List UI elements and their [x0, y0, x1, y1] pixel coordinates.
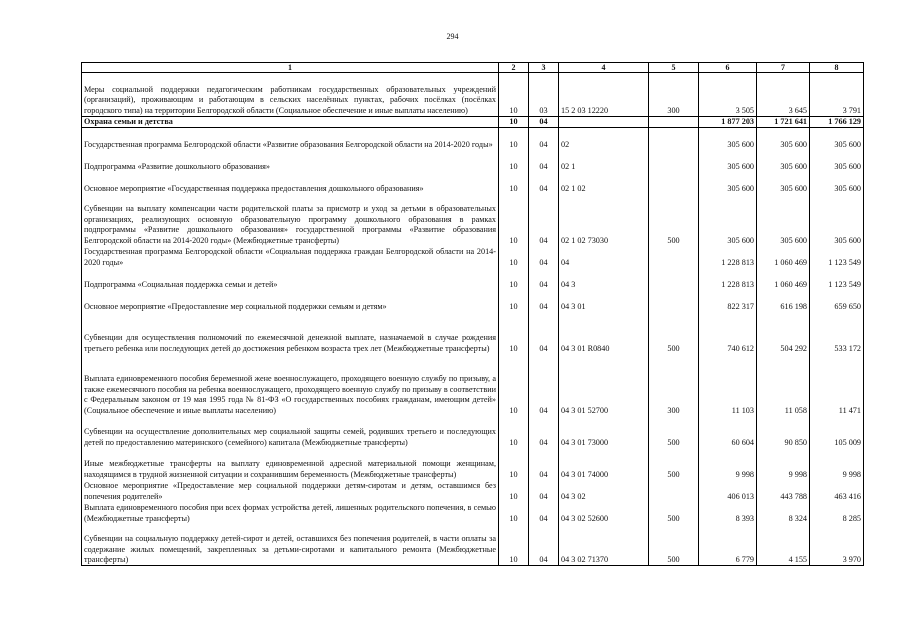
row-name: Государственная программа Белгородской области «Развитие образования Белгородской области на 2014-2020 годы» — [82, 128, 499, 150]
row-amount-2018: 9 998 — [699, 448, 757, 480]
row-target-article: 02 1 02 73030 — [559, 194, 649, 246]
row-amount-2018: 740 612 — [699, 312, 757, 354]
row-amount-2020: 305 600 — [810, 172, 864, 194]
table-body — [82, 73, 864, 566]
row-section: 10 — [499, 502, 529, 524]
row-amount-2018: 822 317 — [699, 290, 757, 312]
row-target-article: 15 2 03 12220 — [559, 73, 649, 117]
row-expense-type — [649, 172, 699, 194]
row-expense-type: 500 — [649, 312, 699, 354]
row-target-article: 04 — [559, 246, 649, 268]
table-row — [82, 312, 864, 354]
budget-table — [81, 62, 864, 566]
row-name: Охрана семьи и детства — [82, 117, 499, 128]
table-row — [82, 524, 864, 566]
row-subsection: 04 — [529, 448, 559, 480]
row-target-article: 04 3 01 — [559, 290, 649, 312]
row-amount-2019: 9 998 — [757, 448, 810, 480]
row-name: Иные межбюджетные трансферты на выплату единовременной адресной материальной помощи женщинам, находящимся в трудной жизненной ситуации и сохранившим беременность (Межбюджетные трансферты) — [82, 448, 499, 480]
page-number: 294 — [446, 32, 459, 41]
row-target-article: 04 3 02 — [559, 480, 649, 502]
row-amount-2019: 11 058 — [757, 354, 810, 416]
row-expense-type — [649, 268, 699, 290]
table-row — [82, 448, 864, 480]
row-target-article: 04 3 01 74000 — [559, 448, 649, 480]
row-section: 10 — [499, 312, 529, 354]
row-expense-type — [649, 150, 699, 172]
row-amount-2020: 659 650 — [810, 290, 864, 312]
row-amount-2018: 60 604 — [699, 416, 757, 448]
row-expense-type — [649, 128, 699, 150]
row-amount-2019: 305 600 — [757, 128, 810, 150]
row-amount-2019: 305 600 — [757, 172, 810, 194]
table-header-row — [82, 63, 864, 73]
row-section: 10 — [499, 73, 529, 117]
row-name: Основное мероприятие «Государственная поддержка предоставления дошкольного образования» — [82, 172, 499, 194]
row-section: 10 — [499, 480, 529, 502]
row-expense-type — [649, 117, 699, 128]
row-amount-2018: 6 779 — [699, 524, 757, 566]
row-section: 10 — [499, 117, 529, 128]
row-amount-2018: 305 600 — [699, 150, 757, 172]
row-amount-2018: 305 600 — [699, 128, 757, 150]
row-expense-type: 300 — [649, 73, 699, 117]
row-expense-type: 500 — [649, 416, 699, 448]
row-subsection: 04 — [529, 480, 559, 502]
row-expense-type: 500 — [649, 524, 699, 566]
row-amount-2019: 1 721 641 — [757, 117, 810, 128]
row-section: 10 — [499, 172, 529, 194]
row-amount-2019: 1 060 469 — [757, 246, 810, 268]
header-col-3: 3 — [529, 63, 559, 73]
row-amount-2018: 1 228 813 — [699, 268, 757, 290]
row-amount-2020: 1 123 549 — [810, 268, 864, 290]
row-amount-2020: 8 285 — [810, 502, 864, 524]
row-amount-2018: 8 393 — [699, 502, 757, 524]
row-target-article: 04 3 02 52600 — [559, 502, 649, 524]
row-subsection: 04 — [529, 502, 559, 524]
row-section: 10 — [499, 354, 529, 416]
row-name: Подпрограмма «Развитие дошкольного образования» — [82, 150, 499, 172]
row-target-article — [559, 117, 649, 128]
row-target-article: 04 3 01 73000 — [559, 416, 649, 448]
row-name: Выплата единовременного пособия беременной жене военнослужащего, проходящего военную службу по призыву, а также ежемесячного пособия на ребенка военнослужащего, проходящего военную службу по призыву в соответствии с Федеральным законом от 19 мая 1995 года № 81-ФЗ «О государственных пособиях гражданам, имеющим детей» (Социальное обеспечение и иные выплаты населению) — [82, 354, 499, 416]
table-row — [82, 172, 864, 194]
row-name: Выплата единовременного пособия при всех формах устройства детей, лишенных родительского попечения, в семью (Межбюджетные трансферты) — [82, 502, 499, 524]
row-amount-2020: 463 416 — [810, 480, 864, 502]
row-amount-2019: 1 060 469 — [757, 268, 810, 290]
row-amount-2020: 305 600 — [810, 194, 864, 246]
row-section: 10 — [499, 268, 529, 290]
row-subsection: 03 — [529, 73, 559, 117]
row-subsection: 04 — [529, 150, 559, 172]
row-amount-2020: 3 791 — [810, 73, 864, 117]
header-col-1: 1 — [82, 63, 499, 73]
row-expense-type: 300 — [649, 354, 699, 416]
row-expense-type — [649, 480, 699, 502]
row-amount-2019: 443 788 — [757, 480, 810, 502]
table-row — [82, 354, 864, 416]
row-section: 10 — [499, 128, 529, 150]
row-amount-2020: 533 172 — [810, 312, 864, 354]
row-subsection: 04 — [529, 194, 559, 246]
table-row — [82, 246, 864, 268]
header-col-4: 4 — [559, 63, 649, 73]
row-amount-2020: 1 123 549 — [810, 246, 864, 268]
row-expense-type: 500 — [649, 194, 699, 246]
row-target-article: 02 1 02 — [559, 172, 649, 194]
row-amount-2019: 616 198 — [757, 290, 810, 312]
row-subsection: 04 — [529, 312, 559, 354]
row-target-article: 02 — [559, 128, 649, 150]
row-subsection: 04 — [529, 128, 559, 150]
row-amount-2020: 305 600 — [810, 128, 864, 150]
row-expense-type: 500 — [649, 448, 699, 480]
header-col-2: 2 — [499, 63, 529, 73]
row-name: Субвенции для осуществления полномочий по ежемесячной денежной выплате, назначаемой в случае рождения третьего ребенка или последующих детей до достижения ребенком возраста трех лет (Межбюджетные трансферты) — [82, 312, 499, 354]
row-name: Субвенции на выплату компенсации части родительской платы за присмотр и уход за детьми в образовательных организациях, реализующих основную образовательную программу дошкольного образования в рамках подпрограммы «Развитие дошкольного образования» государственной программы «Развитие образования Белгородской области на 2014-2020 годы» (Межбюджетные трансферты) — [82, 194, 499, 246]
row-subsection: 04 — [529, 416, 559, 448]
row-section: 10 — [499, 524, 529, 566]
row-amount-2020: 9 998 — [810, 448, 864, 480]
row-amount-2018: 406 013 — [699, 480, 757, 502]
row-amount-2019: 90 850 — [757, 416, 810, 448]
header-col-8: 8 — [810, 63, 864, 73]
table-row — [82, 194, 864, 246]
table-row — [82, 268, 864, 290]
row-name: Подпрограмма «Социальная поддержка семьи и детей» — [82, 268, 499, 290]
row-section: 10 — [499, 290, 529, 312]
table-row — [82, 416, 864, 448]
table-row — [82, 128, 864, 150]
row-subsection: 04 — [529, 290, 559, 312]
row-subsection: 04 — [529, 354, 559, 416]
row-amount-2018: 1 877 203 — [699, 117, 757, 128]
row-subsection: 04 — [529, 172, 559, 194]
row-amount-2020: 11 471 — [810, 354, 864, 416]
table-row — [82, 480, 864, 502]
row-section: 10 — [499, 150, 529, 172]
row-amount-2018: 305 600 — [699, 172, 757, 194]
row-name: Основное мероприятие «Предоставление мер социальной поддержки семьям и детям» — [82, 290, 499, 312]
row-name: Субвенции на социальную поддержку детей-сирот и детей, оставшихся без попечения родителей, в части оплаты за содержание жилых помещений, закрепленных за детьми-сиротами и капитального ремонта (Межбюджетные трансферты) — [82, 524, 499, 566]
row-section: 10 — [499, 448, 529, 480]
table-row — [82, 150, 864, 172]
row-target-article: 04 3 02 71370 — [559, 524, 649, 566]
row-name: Основное мероприятие «Предоставление мер социальной поддержки детям-сиротам и детям, оставшимся без попечения родителей» — [82, 480, 499, 502]
row-subsection: 04 — [529, 246, 559, 268]
table-row — [82, 117, 864, 128]
row-amount-2019: 305 600 — [757, 150, 810, 172]
row-amount-2020: 105 009 — [810, 416, 864, 448]
row-amount-2019: 8 324 — [757, 502, 810, 524]
row-amount-2019: 504 292 — [757, 312, 810, 354]
row-amount-2018: 305 600 — [699, 194, 757, 246]
row-subsection: 04 — [529, 524, 559, 566]
header-col-5: 5 — [649, 63, 699, 73]
row-name: Меры социальной поддержки педагогическим работникам государственных образовательных учреждений (организаций), проживающим и работающим в сельских населённых пунктах, рабочих посёлках (посёлках городского типа) на территории Белгородской области (Социальное обеспечение и иные выплаты населению) — [82, 73, 499, 117]
row-amount-2020: 1 766 129 — [810, 117, 864, 128]
row-amount-2020: 305 600 — [810, 150, 864, 172]
table-row — [82, 73, 864, 117]
header-col-6: 6 — [699, 63, 757, 73]
table-row — [82, 502, 864, 524]
row-target-article: 02 1 — [559, 150, 649, 172]
row-amount-2019: 4 155 — [757, 524, 810, 566]
row-section: 10 — [499, 194, 529, 246]
row-subsection: 04 — [529, 268, 559, 290]
table-row — [82, 290, 864, 312]
row-target-article: 04 3 — [559, 268, 649, 290]
row-amount-2019: 305 600 — [757, 194, 810, 246]
row-expense-type: 500 — [649, 502, 699, 524]
row-section: 10 — [499, 246, 529, 268]
row-subsection: 04 — [529, 117, 559, 128]
row-expense-type — [649, 246, 699, 268]
row-amount-2019: 3 645 — [757, 73, 810, 117]
row-target-article: 04 3 01 52700 — [559, 354, 649, 416]
row-name: Субвенции на осуществление дополнительных мер социальной защиты семей, родивших третьего и последующих детей по предоставлению материнского (семейного) капитала (Межбюджетные трансферты) — [82, 416, 499, 448]
header-col-7: 7 — [757, 63, 810, 73]
row-name: Государственная программа Белгородской области «Социальная поддержка граждан Белгородской области на 2014-2020 годы» — [82, 246, 499, 268]
row-amount-2018: 1 228 813 — [699, 246, 757, 268]
row-amount-2018: 11 103 — [699, 354, 757, 416]
row-expense-type — [649, 290, 699, 312]
row-section: 10 — [499, 416, 529, 448]
row-target-article: 04 3 01 R0840 — [559, 312, 649, 354]
row-amount-2020: 3 970 — [810, 524, 864, 566]
row-amount-2018: 3 505 — [699, 73, 757, 117]
